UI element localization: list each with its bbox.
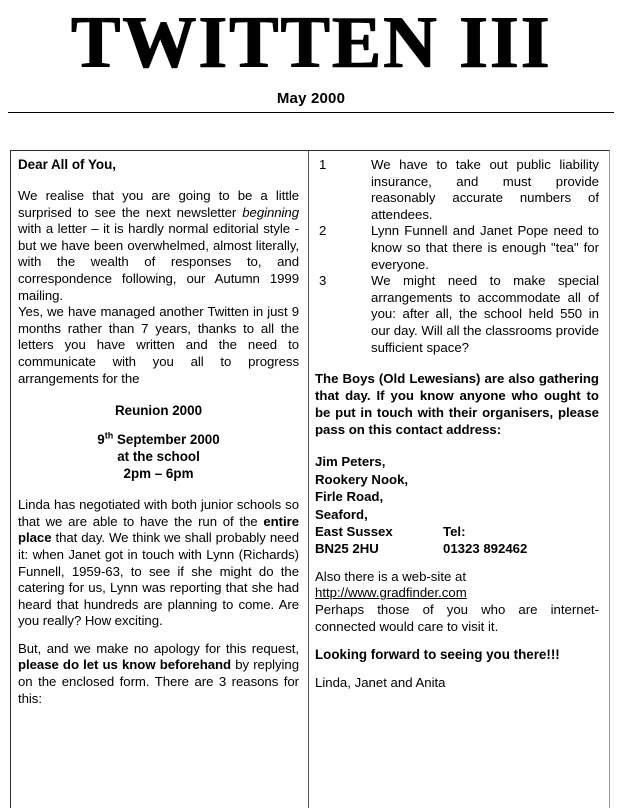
website-url-link[interactable]: http://www.gradfinder.com <box>315 585 467 601</box>
rsvp-text-part-1: But, and we make no apology for this request, <box>18 640 299 656</box>
contact-address-block <box>315 453 599 557</box>
reason-text: We have to take out public liability insurance, and must provide reasonably accurate numbers of attendees. <box>371 157 599 222</box>
content-frame <box>10 150 610 808</box>
spacer <box>18 387 299 402</box>
newsletter-title: TWITTEN III <box>70 2 552 84</box>
event-day: 9 <box>97 432 105 448</box>
spacer <box>18 630 299 641</box>
list-item <box>315 157 599 223</box>
contact-tel-label: Tel: <box>443 523 466 539</box>
salutation: Dear All of You, <box>18 157 116 172</box>
left-column <box>11 151 309 808</box>
event-location: at the school <box>117 449 200 465</box>
header-divider-rule <box>8 112 614 113</box>
old-lewesians-paragraph: The Boys (Old Lewesians) are also gathering that day. If you know anyone who ought to be put in touch with their organisers, please pass on this contact address: <box>315 371 599 437</box>
event-date-line <box>18 431 299 448</box>
masthead <box>0 0 622 113</box>
contact-postcode: BN25 2HU <box>315 541 379 557</box>
reason-number: 2 <box>319 223 327 239</box>
venue-emphasis: entire place <box>18 513 299 546</box>
spacer <box>315 438 599 453</box>
contact-tel-number: 01323 892462 <box>443 541 528 557</box>
intro-paragraph <box>18 188 299 304</box>
issue-date: May 2000 <box>276 90 346 108</box>
intro-text-part-1: We realise that you are going to be a little surprised to see the next newsletter <box>18 188 299 220</box>
website-intro: Also there is a web-site at <box>315 568 466 584</box>
contact-county-row <box>315 523 599 540</box>
contact-house: Rookery Nook, <box>315 471 409 487</box>
website-note: Perhaps those of you who are internet-connected would care to visit it. <box>315 601 599 634</box>
venue-text-part-1: Linda has negotiated with both junior schools so that we are able to have the run of the <box>18 497 299 529</box>
closing-line: Looking forward to seeing you there!!! <box>315 647 560 663</box>
rsvp-emphasis: please do let us know beforehand <box>18 657 232 673</box>
event-date-ordinal: th <box>104 430 114 441</box>
reason-text: We might need to make special arrangements to accommodate all of you: after all, the school held 550 in our day. Will all the classrooms provide sufficient space? <box>371 273 599 355</box>
intro-text-part-2: with a letter – it is hardly normal editorial style - but we have been overwhelmed, almost literally, with the wealth of responses to, and correspondence following, our Autumn 1999 mailing. <box>18 221 299 303</box>
event-time: 2pm – 6pm <box>123 466 194 482</box>
spacer <box>315 635 599 646</box>
contact-town: Seaford, <box>315 506 368 522</box>
contact-name: Jim Peters, <box>315 454 386 470</box>
reasons-list <box>315 157 599 356</box>
contact-street: Firle Road, <box>315 489 384 505</box>
reason-text: Lynn Funnell and Janet Pope need to know so that there is enough "tea" for everyone. <box>371 223 599 272</box>
rsvp-paragraph <box>18 641 299 707</box>
reason-number: 3 <box>319 273 327 289</box>
progress-paragraph: Yes, we have managed another Twitten in just 9 months rather than 7 years, thanks to all the letters you have written and the need to communicate with you all to progress arrangements for the <box>18 304 299 386</box>
venue-text-part-2: that day. We think we shall probably need it: when Janet got in touch with Lynn (Richards) Funnell, 1959-63, to see if she might do the catering for us, Lynn was reporting that she had heard that hundreds are planning to come. Are you really? How exciting. <box>18 530 299 629</box>
contact-postcode-row <box>315 540 599 557</box>
list-item <box>315 223 599 273</box>
rsvp-text-part-2: by replying on the enclosed form. There are 3 reasons for this: <box>18 657 299 706</box>
reason-number: 1 <box>319 157 327 172</box>
signoff-line: Linda, Janet and Anita <box>315 675 446 691</box>
spacer <box>315 356 599 371</box>
contact-county: East Sussex <box>315 523 393 539</box>
event-title: Reunion 2000 <box>114 403 203 419</box>
spacer <box>315 663 599 674</box>
venue-paragraph <box>18 497 299 630</box>
spacer <box>315 558 599 569</box>
spacer <box>18 482 299 497</box>
list-item <box>315 273 599 356</box>
event-month-year: September 2000 <box>113 432 220 448</box>
intro-italic-word: beginning <box>242 204 299 220</box>
spacer <box>18 420 299 431</box>
spacer <box>18 173 299 188</box>
right-column <box>309 151 609 808</box>
